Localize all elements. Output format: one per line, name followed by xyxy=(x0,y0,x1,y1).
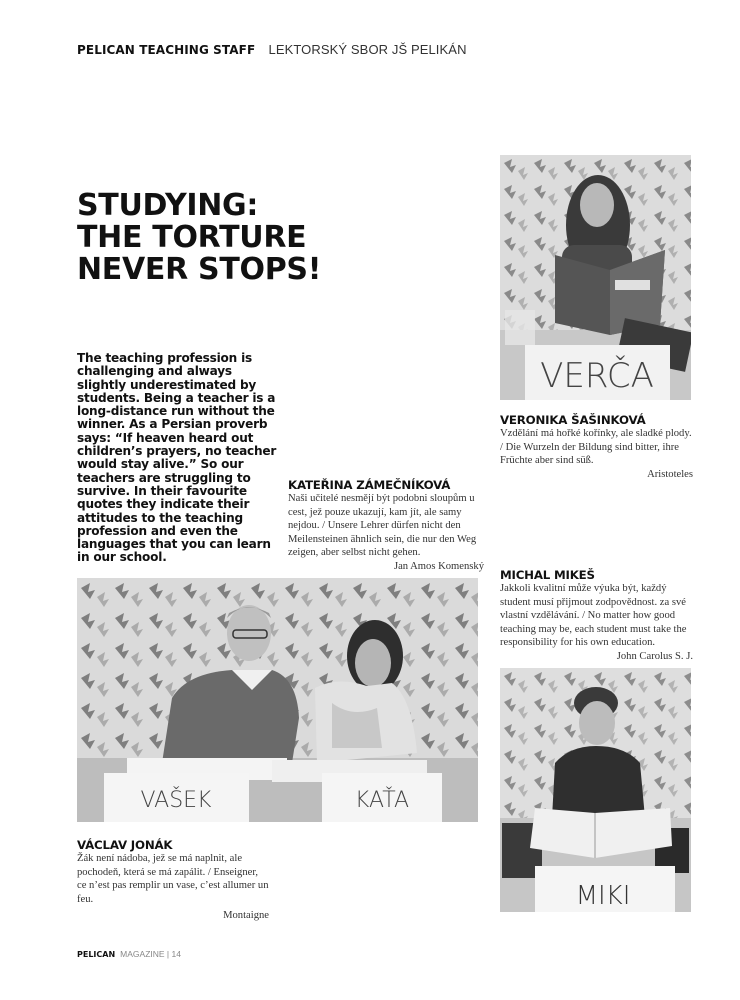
quote-text: Vzdělání má hořké kořínky, ale sladké plody. / Die Wurzeln der Bildung sind bitter, ihre Früchte aber sind süß. xyxy=(500,428,692,467)
quote-author: Montaigne xyxy=(223,910,269,922)
quote-text: Jakkoli kvalitní může výuka být, každý student musí přijmout zodpovědnost. za své vlastní vzdělávání. / No matter how good teaching may be, each student must take the responsibility for his own education. xyxy=(500,583,687,649)
title-line: STUDYING: xyxy=(77,188,259,223)
quote-vaclav xyxy=(77,838,269,923)
quote-author: John Carolus S. J. xyxy=(616,650,693,662)
quote-author: Jan Amos Komenský xyxy=(393,560,484,572)
name-card-verca: VERČA xyxy=(540,356,654,396)
quote-michal xyxy=(500,568,693,664)
quote-katerina xyxy=(288,478,484,574)
quote-veronika xyxy=(500,413,693,481)
teacher-name: VÁCLAV JONÁK xyxy=(77,838,173,852)
quote-author: Aristoteles xyxy=(647,468,693,480)
article-intro: The teaching profession is challenging and always slightly underestimated by students. Being a teacher is a long-distance run without the winner. As a Persian proverb says: “If heaven heard out children’s prayers, no teacher would stay alive.” So our teachers are struggling to survive. In their favourite quotes they indicate their attitudes to the teaching profession and even the languages that you can learn in our school. xyxy=(77,351,277,565)
article-title xyxy=(77,190,321,286)
page-footer xyxy=(77,949,181,959)
photo-veronika xyxy=(500,155,691,400)
quote-text: Naši učitelé nesmějí být podobni sloupům u cest, jež pouze ukazují, kam jít, ale samy nejdou. / Unsere Lehrer dürfen nicht den Meilensteinen ähnlich sein, die nur den Weg zeigen, aber selbst nicht gehen. xyxy=(288,493,477,559)
teacher-name: KATEŘINA ZÁMEČNÍKOVÁ xyxy=(288,478,451,492)
title-line: NEVER STOPS! xyxy=(77,252,322,287)
name-card-kata: KAŤA xyxy=(354,788,410,813)
section-title-cz: LEKTORSKÝ SBOR JŠ PELIKÁN xyxy=(268,42,467,57)
footer-brand: PELICAN xyxy=(77,950,116,959)
name-card-miki: MIKI xyxy=(575,881,631,911)
photo-veronika-illustration xyxy=(500,155,691,400)
photo-vasek-kata xyxy=(77,578,478,822)
teacher-name: VERONIKA ŠAŠINKOVÁ xyxy=(500,413,646,427)
quote-text: Žák není nádoba, jež se má naplnit, ale pochodeň, která se má zapálit. / Enseigner, ce n’est pas remplir un vase, c’est allumer un feu. xyxy=(77,853,269,905)
photo-vasek-kata-illustration xyxy=(77,578,478,822)
section-header xyxy=(77,42,467,58)
title-line: THE TORTURE xyxy=(77,220,307,255)
teacher-name: MICHAL MIKEŠ xyxy=(500,568,595,582)
photo-michal-illustration xyxy=(500,668,691,912)
name-card-vasek: VAŠEK xyxy=(140,788,212,813)
footer-page-label: MAGAZINE | 14 xyxy=(120,949,181,959)
photo-michal xyxy=(500,668,691,912)
section-title-en: PELICAN TEACHING STAFF xyxy=(77,43,256,57)
